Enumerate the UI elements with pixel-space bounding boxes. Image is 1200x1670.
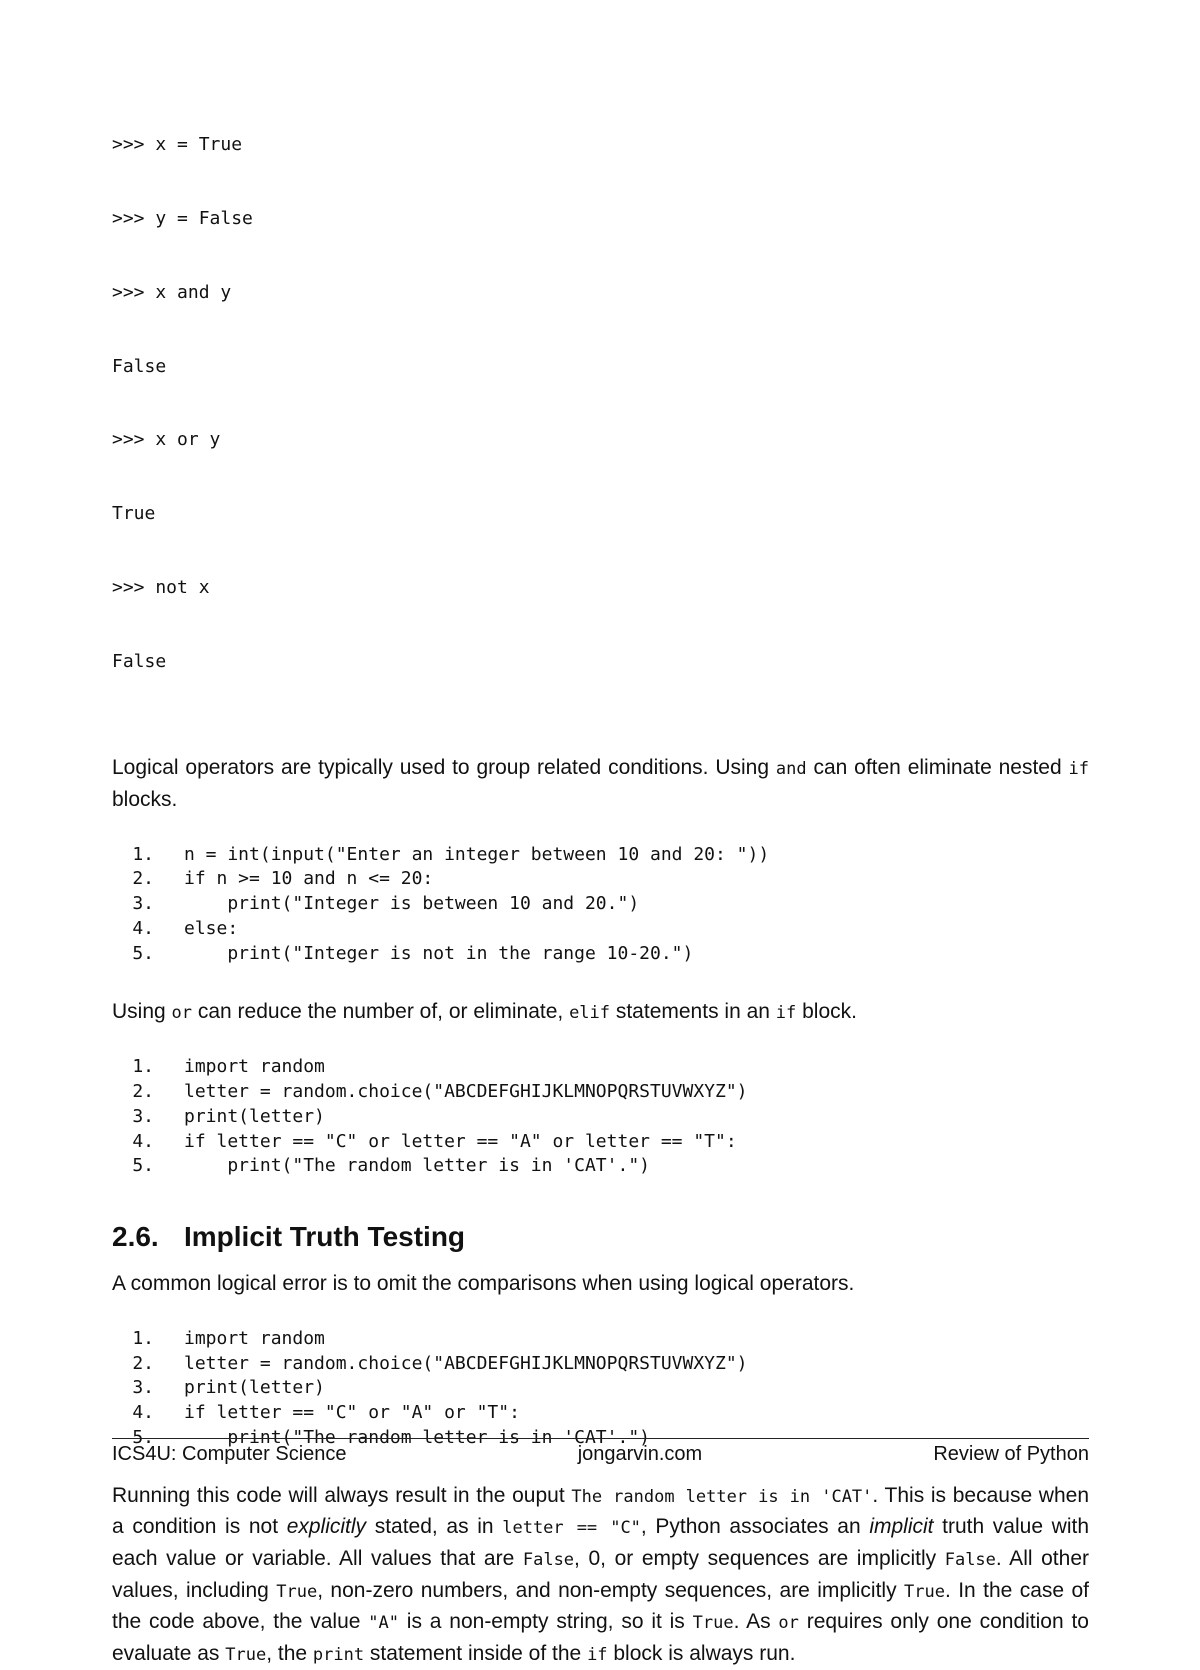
text: . In the case of the code above, the value — [112, 1578, 1089, 1634]
text: , 0, or empty sequences are implicitly — [574, 1546, 945, 1570]
code-line — [112, 942, 1089, 967]
text: can reduce the number of, or eliminate, — [192, 999, 570, 1023]
code-text: print("The random letter is in 'CAT'.") — [184, 1155, 650, 1177]
line-number: 2. — [132, 1352, 154, 1374]
code-text: else: — [184, 918, 239, 940]
text: stated, as in — [366, 1515, 503, 1539]
repl-session — [112, 84, 1089, 723]
inline-code: True — [276, 1581, 318, 1602]
footer-course: ICS4U: Computer Science — [112, 1443, 347, 1465]
repl-line: False — [112, 650, 167, 672]
text: statements in an — [610, 999, 776, 1023]
code-text: print(letter) — [184, 1377, 325, 1399]
repl-line: >>> x or y — [112, 429, 221, 451]
text: block is always run. — [607, 1641, 796, 1665]
section-number: 2.6. — [112, 1221, 159, 1253]
code-line — [112, 1080, 1089, 1105]
code-line — [112, 1327, 1089, 1352]
repl-line: >>> x and y — [112, 281, 232, 303]
code-text: n = int(input("Enter an integer between 10 and 20: ")) — [184, 843, 770, 865]
paragraph-common-error: A common logical error is to omit the comparisons when using logical operators. — [112, 1272, 855, 1296]
emphasis: explicitly — [286, 1515, 367, 1539]
code-text: import random — [184, 1056, 325, 1078]
code-text: letter = random.choice("ABCDEFGHIJKLMNOPQRSTUVWXYZ") — [184, 1081, 748, 1102]
repl-line: >>> x = True — [112, 134, 243, 156]
code-text: print("Integer is between 10 and 20.") — [184, 893, 640, 915]
code-line — [112, 1376, 1089, 1401]
code-text: if letter == "C" or "A" or "T": — [184, 1402, 520, 1424]
emphasis: implicit — [869, 1515, 934, 1539]
inline-code: False — [522, 1549, 575, 1570]
page-footer — [112, 1438, 1089, 1466]
code-line — [112, 1130, 1089, 1155]
section-title: Implicit Truth Testing — [184, 1221, 466, 1253]
text: . This is because when a condition is not — [112, 1483, 1090, 1539]
paragraph-using-or — [112, 997, 1089, 1029]
page-content — [112, 84, 1089, 1670]
inline-code: "A" — [368, 1613, 399, 1634]
line-number: 4. — [132, 918, 154, 940]
line-number: 5. — [132, 1155, 154, 1177]
footer-website: jongarvin.com — [577, 1443, 703, 1465]
text: requires only one condition to evaluate as — [112, 1610, 1089, 1665]
line-number: 4. — [132, 1402, 154, 1424]
line-number: 1. — [132, 843, 154, 865]
line-number: 2. — [132, 1081, 154, 1102]
inline-code: True — [904, 1581, 945, 1602]
section-heading — [112, 1221, 1089, 1253]
text: , Python associates an — [640, 1515, 870, 1539]
inline-code: print — [312, 1644, 365, 1665]
line-number: 5. — [132, 942, 154, 964]
repl-line: False — [112, 355, 167, 377]
code-line — [112, 1401, 1089, 1426]
inline-code: elif — [569, 1002, 611, 1023]
line-number: 2. — [132, 868, 154, 890]
code-line — [112, 1105, 1089, 1130]
code-text: if letter == "C" or letter == "A" or letter == "T": — [184, 1130, 737, 1152]
text: . As — [733, 1610, 779, 1634]
code-line — [112, 917, 1089, 942]
line-number: 3. — [132, 1377, 154, 1399]
text: block. — [796, 999, 857, 1023]
inline-code: letter == "C" — [502, 1518, 641, 1539]
repl-line: >>> y = False — [112, 207, 253, 229]
code-line — [112, 867, 1089, 892]
inline-code: True — [225, 1644, 267, 1665]
paragraph-explanation — [112, 1481, 1089, 1670]
inline-code: and — [775, 759, 807, 780]
repl-line: True — [112, 503, 156, 525]
text: statement inside of the — [364, 1641, 588, 1665]
text: . All other values, including — [112, 1546, 1089, 1602]
paragraph-logical-operators — [112, 753, 1089, 814]
inline-code: True — [692, 1613, 734, 1634]
text: can often eliminate nested — [806, 756, 1069, 780]
text: blocks. — [112, 788, 178, 812]
text: truth value with each value or variable. All values that are — [112, 1515, 1089, 1570]
code-line — [112, 1055, 1089, 1080]
inline-code: or — [778, 1613, 799, 1634]
code-line — [112, 843, 1089, 868]
text: Using — [112, 999, 172, 1023]
code-text: letter = random.choice("ABCDEFGHIJKLMNOPQRSTUVWXYZ") — [184, 1352, 748, 1374]
code-text: if n >= 10 and n <= 20: — [184, 868, 434, 890]
line-number: 1. — [132, 1056, 154, 1078]
text: , the — [266, 1641, 313, 1665]
footer-chapter: Review of Python — [933, 1443, 1089, 1465]
line-number: 4. — [132, 1130, 154, 1152]
inline-code: The random letter is in 'CAT' — [571, 1486, 873, 1507]
line-number: 1. — [132, 1327, 154, 1349]
code-text: import random — [184, 1327, 325, 1349]
code-line — [112, 1352, 1089, 1377]
line-number: 5. — [132, 1426, 154, 1448]
line-number: 3. — [132, 893, 154, 915]
inline-code: if — [1068, 759, 1089, 780]
text: , non-zero numbers, and non-empty sequences, are implicitly — [317, 1578, 905, 1602]
code-text: print("The random letter is in 'CAT'.") — [184, 1426, 650, 1448]
inline-code: False — [944, 1549, 996, 1570]
inline-code: if — [587, 1644, 608, 1665]
inline-code: or — [171, 1002, 193, 1023]
code-line — [112, 892, 1089, 917]
code-block-cat-error — [112, 1327, 1089, 1451]
text: Logical operators are typically used to group related conditions. Using — [112, 756, 776, 780]
code-text: print(letter) — [184, 1105, 325, 1127]
text: is a non-empty string, so it is — [398, 1610, 693, 1634]
code-text: print("Integer is not in the range 10-20.") — [184, 942, 694, 964]
repl-line: >>> not x — [112, 576, 210, 598]
inline-code: if — [775, 1002, 797, 1023]
code-line — [112, 1154, 1089, 1179]
text: Running this code will always result in the ouput — [112, 1483, 572, 1507]
code-block-range-check — [112, 843, 1089, 967]
line-number: 3. — [132, 1105, 154, 1127]
code-block-cat-correct — [112, 1055, 1089, 1179]
